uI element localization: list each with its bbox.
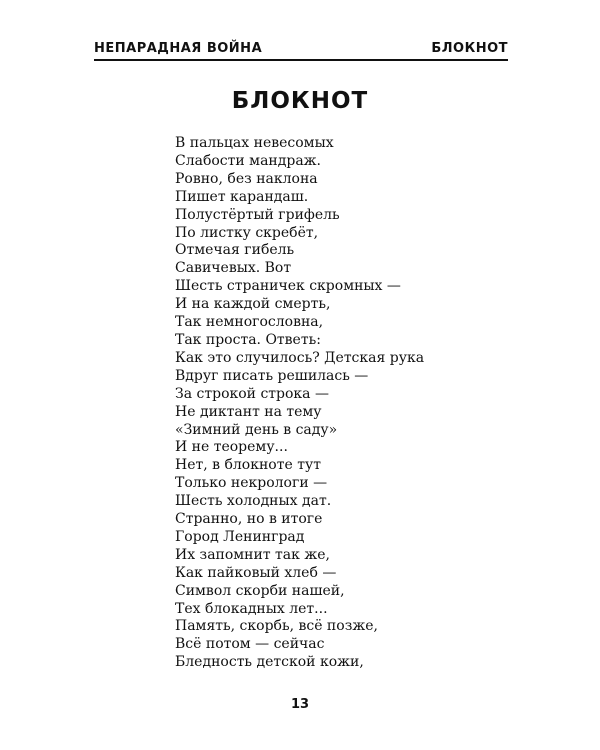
poem-line: Шесть холодных дат. (175, 493, 332, 510)
poem-line: Нет, в блокноте тут (175, 457, 321, 474)
page-number: 13 (290, 697, 310, 712)
running-header (94, 36, 508, 56)
poem-line: Пишет карандаш. (175, 188, 309, 205)
poem-line: Так немногословна, (175, 314, 324, 331)
poem-line: Полустёртый грифель (175, 206, 340, 223)
poem-line: По листку скребёт, (175, 224, 319, 241)
poem-line: За строкой строка — (175, 385, 329, 402)
poem-line: И не теорему... (175, 439, 288, 456)
poem-line: «Зимний день в саду» (175, 421, 338, 438)
poem-line: Город Ленинград (175, 528, 305, 545)
poem-line: Память, скорбь, всё позже, (175, 618, 378, 635)
poem-line: В пальцах невесомых (175, 135, 334, 151)
poem-line: Ровно, без наклона (175, 170, 318, 187)
poem-line: Как это случилось? Детская рука (175, 349, 425, 366)
poem-line: Вдруг писать решилась — (175, 367, 369, 384)
header-chapter-title: БЛОКНОТ (431, 41, 508, 56)
poem-line: Как пайковый хлеб — (175, 564, 337, 581)
poem-line: Шесть страничек скромных — (175, 278, 401, 295)
poem-line: Не диктант на тему (175, 403, 322, 420)
poem-line: И на каждой смерть, (175, 296, 331, 313)
poem-line: Отмечая гибель (175, 242, 295, 259)
header-book-title: НЕПАРАДНАЯ ВОЙНА (94, 41, 263, 56)
poem-line: Слабости мандраж. (175, 152, 322, 169)
poem-line: Символ скорби нашей, (175, 582, 345, 599)
poem-line: Их запомнит так же, (175, 546, 330, 563)
poem-line: Странно, но в итоге (175, 511, 323, 528)
poem-title: БЛОКНОТ (231, 88, 369, 114)
poem-line: Савичевых. Вот (175, 260, 292, 277)
poem-line: Бледность детской кожи, (175, 654, 364, 671)
poem-line: Так проста. Ответь: (175, 331, 321, 348)
poem-line: Только некрологи — (175, 475, 328, 492)
poem-line: Тех блокадных лет... (175, 600, 328, 617)
header-rule (94, 59, 508, 61)
poem-text (175, 135, 424, 672)
poem-line: Всё потом — сейчас (175, 636, 325, 653)
